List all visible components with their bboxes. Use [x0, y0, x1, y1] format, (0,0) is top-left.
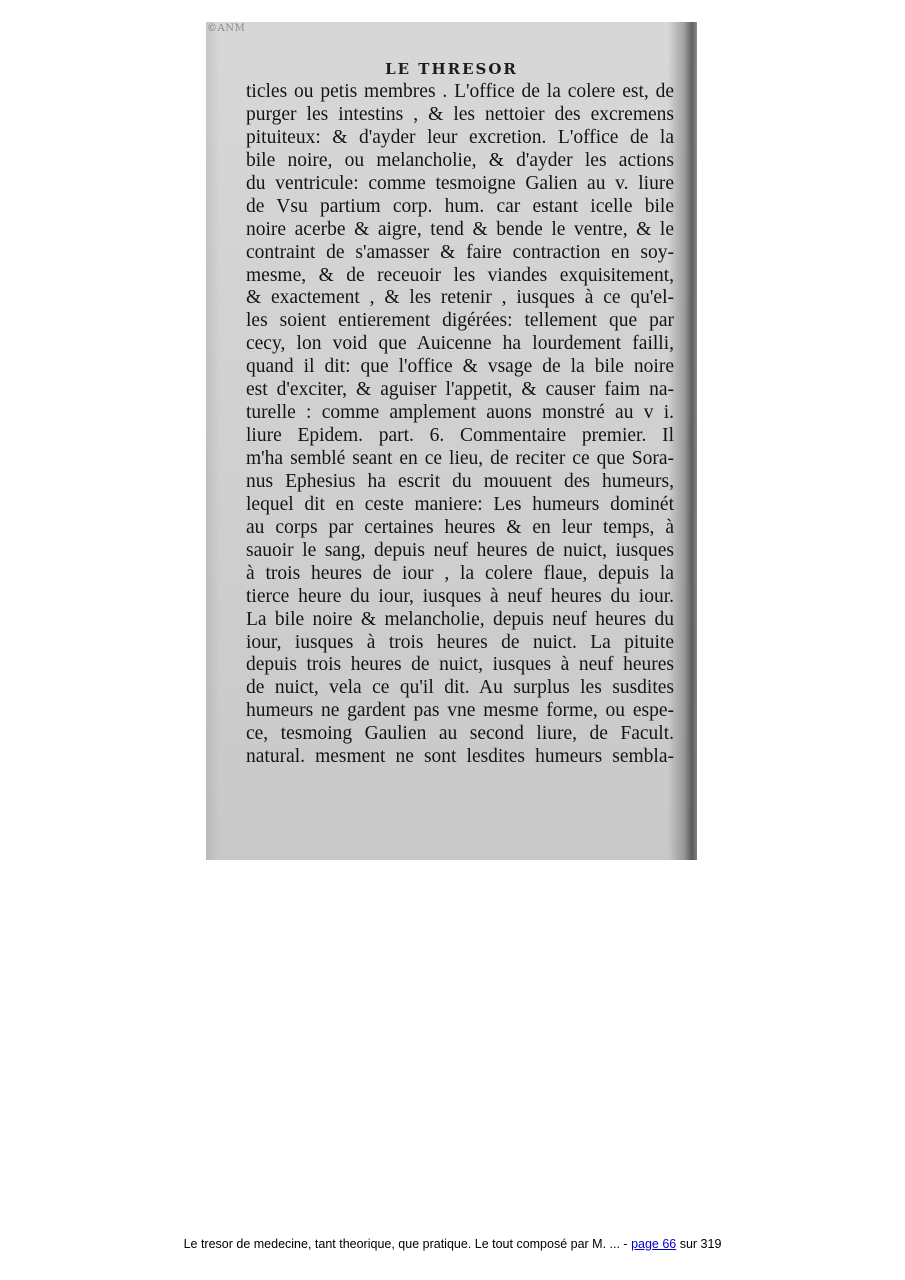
- text-line: natural. mesment ne sont lesdites humeurs sembla-: [246, 746, 674, 768]
- text-line: tierce heure du iour, iusques à neuf heures du iour.: [246, 585, 674, 607]
- text-line: depuis trois heures de nuict, iusques à neuf heures: [246, 654, 674, 676]
- text-line: de nuict, vela ce qu'il dit. Au surplus les susdites: [246, 677, 674, 699]
- text-line: mesme, & de receuoir les viandes exquisitement,: [246, 264, 674, 286]
- text-line: à trois heures de iour , la colere flaue, depuis la: [246, 562, 674, 584]
- text-line: noire acerbe & aigre, tend & bende le ventre, & le: [246, 218, 674, 240]
- text-line: ce, tesmoing Gaulien au second liure, de Facult.: [246, 723, 674, 745]
- text-line: au corps par certaines heures & en leur temps, à: [246, 516, 674, 538]
- text-line: iour, iusques à trois heures de nuict. La pituite: [246, 631, 674, 653]
- text-line: contraint de s'amasser & faire contraction en soy-: [246, 241, 674, 263]
- text-line: est d'exciter, & aguiser l'appetit, & causer faim na-: [246, 379, 674, 401]
- scanned-page-image: [206, 22, 697, 860]
- footer-total-pages: sur 319: [676, 1237, 722, 1251]
- text-line: sauoir le sang, depuis neuf heures de nuict, iusques: [246, 539, 674, 561]
- running-head: LE THRESOR: [385, 60, 518, 78]
- text-line: liure Epidem. part. 6. Commentaire premier. Il: [246, 425, 674, 447]
- text-line: les soient entierement digérées: tellement que par: [246, 310, 674, 332]
- text-line: quand il dit: que l'office & vsage de la bile noire: [246, 356, 674, 378]
- text-line: lequel dit en ceste maniere: Les humeurs dominét: [246, 493, 674, 515]
- text-line: nus Ephesius ha escrit du mouuent des humeurs,: [246, 470, 674, 492]
- text-line: bile noire, ou melancholie, & d'ayder les actions: [246, 149, 674, 171]
- text-line: & exactement , & les retenir , iusques à ce qu'el-: [246, 287, 674, 309]
- text-line: La bile noire & melancholie, depuis neuf heures du: [246, 608, 674, 630]
- text-line: humeurs ne gardent pas vne mesme forme, ou espe-: [246, 700, 674, 722]
- text-line: m'ha semblé seant en ce lieu, de reciter ce que Sora-: [246, 448, 674, 469]
- page-text-block: [246, 81, 674, 769]
- text-line: turelle : comme amplement auons monstré au v i.: [246, 402, 674, 424]
- text-line: de Vsu partium corp. hum. car estant icelle bile: [246, 195, 674, 217]
- text-line: purger les intestins , & les nettoier des excremens: [246, 103, 674, 125]
- watermark: ©ANM: [207, 23, 246, 34]
- page-link[interactable]: page 66: [631, 1237, 677, 1251]
- footer-caption: [0, 1237, 905, 1251]
- text-line: du ventricule: comme tesmoigne Galien au v. liure: [246, 172, 674, 194]
- text-line: ticles ou petis membres . L'office de la colere est, de: [246, 81, 674, 102]
- text-line: cecy, lon void que Auicenne ha lourdement failli,: [246, 333, 674, 355]
- text-line: pituiteux: & d'ayder leur excretion. L'office de la: [246, 126, 674, 148]
- footer-title: Le tresor de medecine, tant theorique, que pratique. Le tout composé par M. ... -: [183, 1237, 632, 1251]
